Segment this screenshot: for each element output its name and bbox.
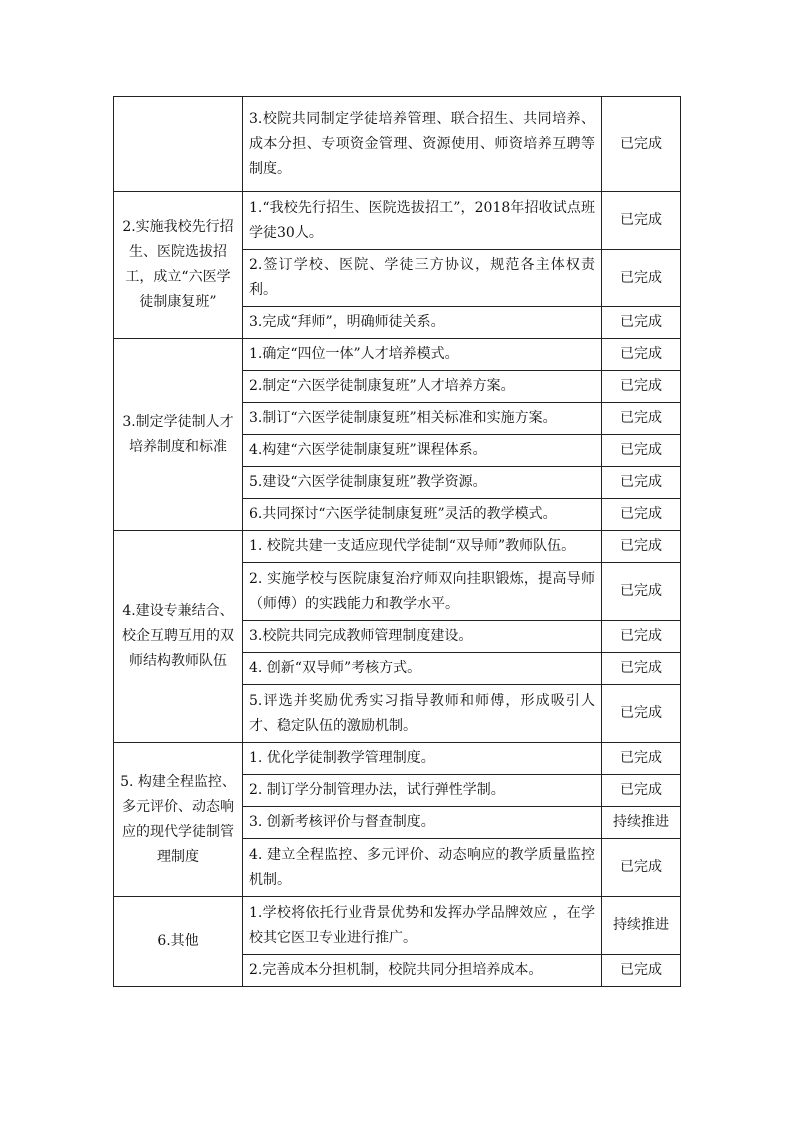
task-cell: 1.确定“四位一体”人才培养模式。 (243, 339, 602, 371)
task-cell: 6.共同探讨“六医学徒制康复班”灵活的教学模式。 (243, 499, 602, 531)
task-cell: 3.校院共同完成教师管理制度建设。 (243, 621, 602, 653)
table-row (114, 897, 681, 955)
table-row (114, 531, 681, 563)
table-row (114, 192, 681, 250)
status-cell: 已完成 (602, 499, 681, 531)
task-status-table (113, 96, 681, 987)
status-cell: 已完成 (602, 192, 681, 250)
task-cell: 2.完善成本分担机制，校院共同分担培养成本。 (243, 955, 602, 987)
status-cell: 已完成 (602, 839, 681, 897)
category-cell: 2.实施我校先行招生、医院选拔招工，成立“六医学徒制康复班” (114, 192, 243, 339)
status-cell: 已完成 (602, 621, 681, 653)
task-cell: 2. 制订学分制管理办法，试行弹性学制。 (243, 775, 602, 807)
task-cell: 1.学校将依托行业背景优势和发挥办学品牌效应 ，在学校其它医卫专业进行推广。 (243, 897, 602, 955)
table-row (114, 97, 681, 192)
table-body (114, 97, 681, 987)
task-cell: 5.建设“六医学徒制康复班”教学资源。 (243, 467, 602, 499)
status-cell: 已完成 (602, 653, 681, 685)
status-cell: 已完成 (602, 955, 681, 987)
table-row (114, 339, 681, 371)
task-cell: 3.制订“六医学徒制康复班”相关标准和实施方案。 (243, 403, 602, 435)
status-cell: 持续推进 (602, 807, 681, 839)
category-cell: 3.制定学徒制人才培养制度和标准 (114, 339, 243, 531)
task-cell: 1.“我校先行招生、医院选拔招工”，2018年招收试点班学徒30人。 (243, 192, 602, 250)
category-cell: 5. 构建全程监控、多元评价、动态响应的现代学徒制管理制度 (114, 743, 243, 897)
task-cell: 4. 创新“双导师”考核方式。 (243, 653, 602, 685)
task-cell: 3.完成“拜师”，明确师徒关系。 (243, 307, 602, 339)
task-cell: 1. 校院共建一支适应现代学徒制“双导师”教师队伍。 (243, 531, 602, 563)
task-cell: 2. 实施学校与医院康复治疗师双向挂职锻炼，提高导师（师傅）的实践能力和教学水平。 (243, 563, 602, 621)
task-cell: 2.制定“六医学徒制康复班”人才培养方案。 (243, 371, 602, 403)
status-cell: 已完成 (602, 467, 681, 499)
status-cell: 已完成 (602, 685, 681, 743)
status-cell: 已完成 (602, 339, 681, 371)
task-cell: 4.构建“六医学徒制康复班”课程体系。 (243, 435, 602, 467)
status-cell: 已完成 (602, 531, 681, 563)
status-cell: 已完成 (602, 403, 681, 435)
task-cell: 1. 优化学徒制教学管理制度。 (243, 743, 602, 775)
category-cell: 6.其他 (114, 897, 243, 987)
status-cell: 已完成 (602, 743, 681, 775)
status-cell: 持续推进 (602, 897, 681, 955)
status-cell: 已完成 (602, 435, 681, 467)
status-cell: 已完成 (602, 371, 681, 403)
task-cell: 3.校院共同制定学徒培养管理、联合招生、共同培养、成本分担、专项资金管理、资源使用、师资培养互聘等制度。 (243, 97, 602, 192)
task-cell: 4. 建立全程监控、多元评价、动态响应的教学质量监控机制。 (243, 839, 602, 897)
status-cell: 已完成 (602, 97, 681, 192)
task-cell: 5.评选并奖励优秀实习指导教师和师傅，形成吸引人才、稳定队伍的激励机制。 (243, 685, 602, 743)
status-cell: 已完成 (602, 307, 681, 339)
task-cell: 2.签订学校、医院、学徒三方协议，规范各主体权责利。 (243, 250, 602, 307)
status-cell: 已完成 (602, 775, 681, 807)
category-cell (114, 97, 243, 192)
task-cell: 3. 创新考核评价与督查制度。 (243, 807, 602, 839)
status-cell: 已完成 (602, 250, 681, 307)
status-cell: 已完成 (602, 563, 681, 621)
table-row (114, 743, 681, 775)
category-cell: 4.建设专兼结合、校企互聘互用的双师结构教师队伍 (114, 531, 243, 743)
